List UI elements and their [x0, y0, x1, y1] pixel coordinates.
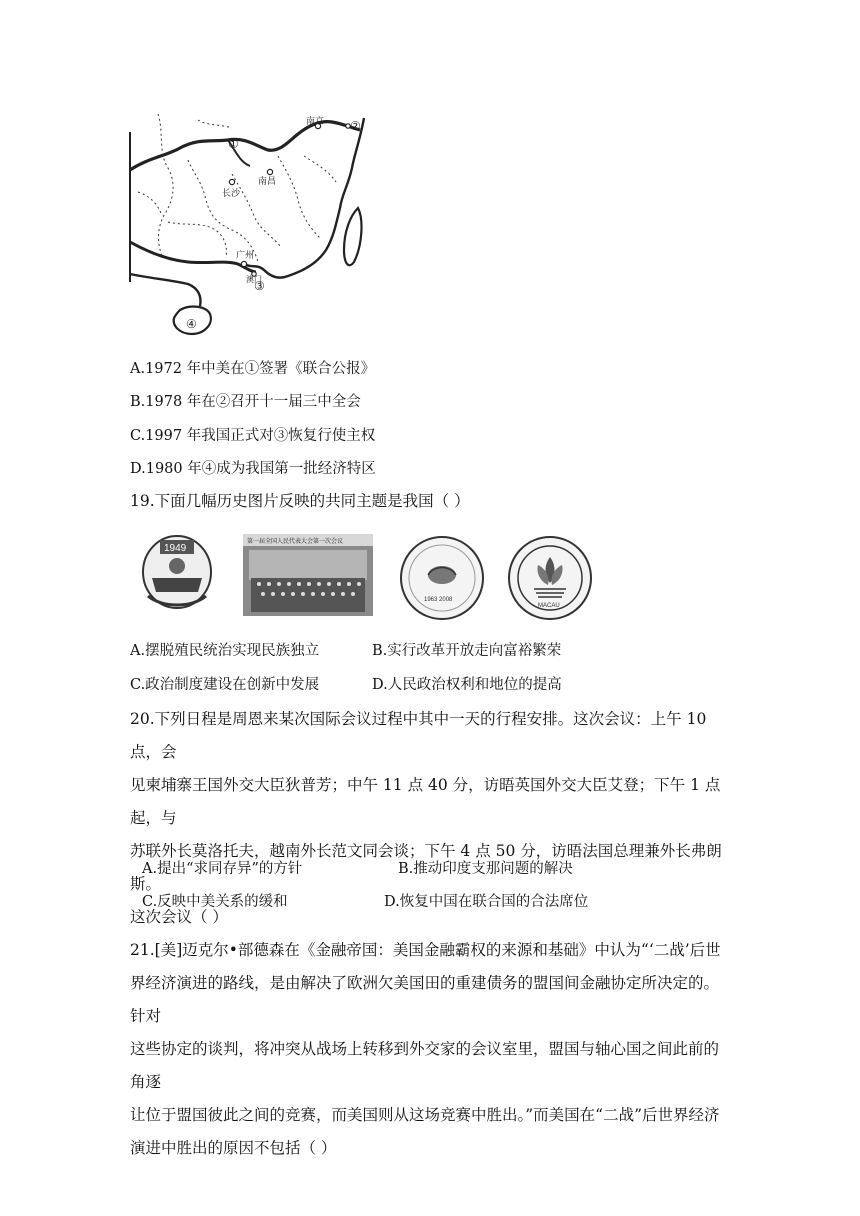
- province-border: [278, 156, 320, 238]
- nanchang-marker: [267, 169, 272, 174]
- province-border: [138, 192, 162, 216]
- photo-caption: 第一届全国人民代表大会第一次会议: [247, 538, 344, 545]
- macau-emblem-image: [506, 535, 594, 621]
- province-border: [158, 114, 173, 256]
- map-svg: [128, 112, 376, 344]
- q19-option-b: B.实行改革开放走向富裕繁荣: [372, 643, 562, 659]
- q19-option-a: A.摆脱殖民统治实现民族独立: [130, 643, 320, 659]
- macau-label: 澳门: [246, 275, 262, 284]
- nanjing-label: 南京: [306, 116, 325, 126]
- q19-stem: 19.下面几幅历史图片反映的共同主题是我国（ ）: [130, 492, 470, 510]
- q21-stem: [130, 934, 730, 1165]
- east-coastline: [244, 118, 364, 278]
- changsha-marker: [229, 179, 234, 184]
- q18-option-a: A.1972 年中美在①签署《联合公报》: [130, 361, 376, 377]
- q20-line: 苏联外长莫洛托夫，越南外长范文同会谈；下午 4 点 50 分，访晤法国总理兼外长弗朗斯。: [130, 842, 722, 893]
- q20-line: 这次会议（ ）: [130, 908, 228, 926]
- q20-option-d: D.恢复中国在联合国的合法席位: [384, 894, 589, 910]
- emblem-year: 1949: [164, 543, 187, 554]
- coin-bottom-text: MACAU: [538, 603, 560, 609]
- cppcc-emblem-image: [138, 532, 216, 616]
- q18-option-d: D.1980 年④成为我国第一批经济特区: [130, 461, 376, 477]
- marker-1-label: ①: [228, 137, 239, 151]
- nanchang-label: 南昌: [258, 176, 277, 186]
- q19-option-c: C.政治制度建设在创新中发展: [130, 677, 320, 693]
- china-map-figure: [128, 112, 376, 344]
- guangzhou-marker: [241, 261, 246, 266]
- guangzhou-label: 广州: [236, 250, 255, 260]
- q21-line: 界经济演进的路线，是由解决了欧洲欠美国田的重建债务的盟国间金融协定所决定的。针对: [130, 974, 720, 1025]
- q18-option-c: C.1997 年我国正式对③恢复行使主权: [130, 428, 376, 444]
- q20-line: 见柬埔寨王国外交大臣狄普芳；中午 11 点 40 分，访晤英国外交大臣艾登；下午 1 点起，与: [130, 776, 721, 827]
- q21-line: 这些协定的谈判，将冲突从战场上转移到外交家的会议室里，盟国与轴心国之间此前的角逐: [130, 1040, 720, 1091]
- lower-coast: [130, 274, 201, 306]
- q20-option-b: B.推动印度支那问题的解决: [398, 861, 573, 877]
- q18-option-b: B.1978 年在②召开十一届三中全会: [130, 394, 361, 410]
- q21-line: 21.[美]迈克尔•部德森在《金融帝国：美国金融霸权的来源和基础》中认为“‘二战’后世: [130, 941, 721, 959]
- province-border: [188, 160, 258, 262]
- taiwan-island: [344, 208, 361, 265]
- changsha-label: 长沙: [222, 188, 241, 198]
- q21-line: 让位于盟国彼此之间的竞赛，而美国则从这场竞赛中胜出。”而美国在“二战”后世界经济: [130, 1106, 720, 1124]
- province-border: [304, 156, 336, 182]
- commemorative-coin-image: [398, 535, 486, 621]
- province-border: [168, 222, 226, 258]
- coin-years: 1963 2008: [424, 597, 453, 603]
- q20-option-c: C.反映中美关系的缓和: [142, 894, 288, 910]
- marker-4-label: ④: [186, 317, 197, 331]
- marker-3-label: ③: [254, 279, 265, 293]
- province-border: [198, 120, 232, 128]
- q20-line: 20.下列日程是周恩来某次国际会议过程中其中一天的行程安排。这次会议：上午 10 点，会: [130, 710, 707, 761]
- marker-2-label: ②: [350, 119, 361, 133]
- q21-line: 演进中胜出的原因不包括（ ）: [130, 1139, 337, 1157]
- congress-photo-image: [243, 534, 373, 616]
- q20-option-a: A.提出“求同存异”的方针: [142, 861, 303, 877]
- q19-option-d: D.人民政治权利和地位的提高: [372, 677, 562, 693]
